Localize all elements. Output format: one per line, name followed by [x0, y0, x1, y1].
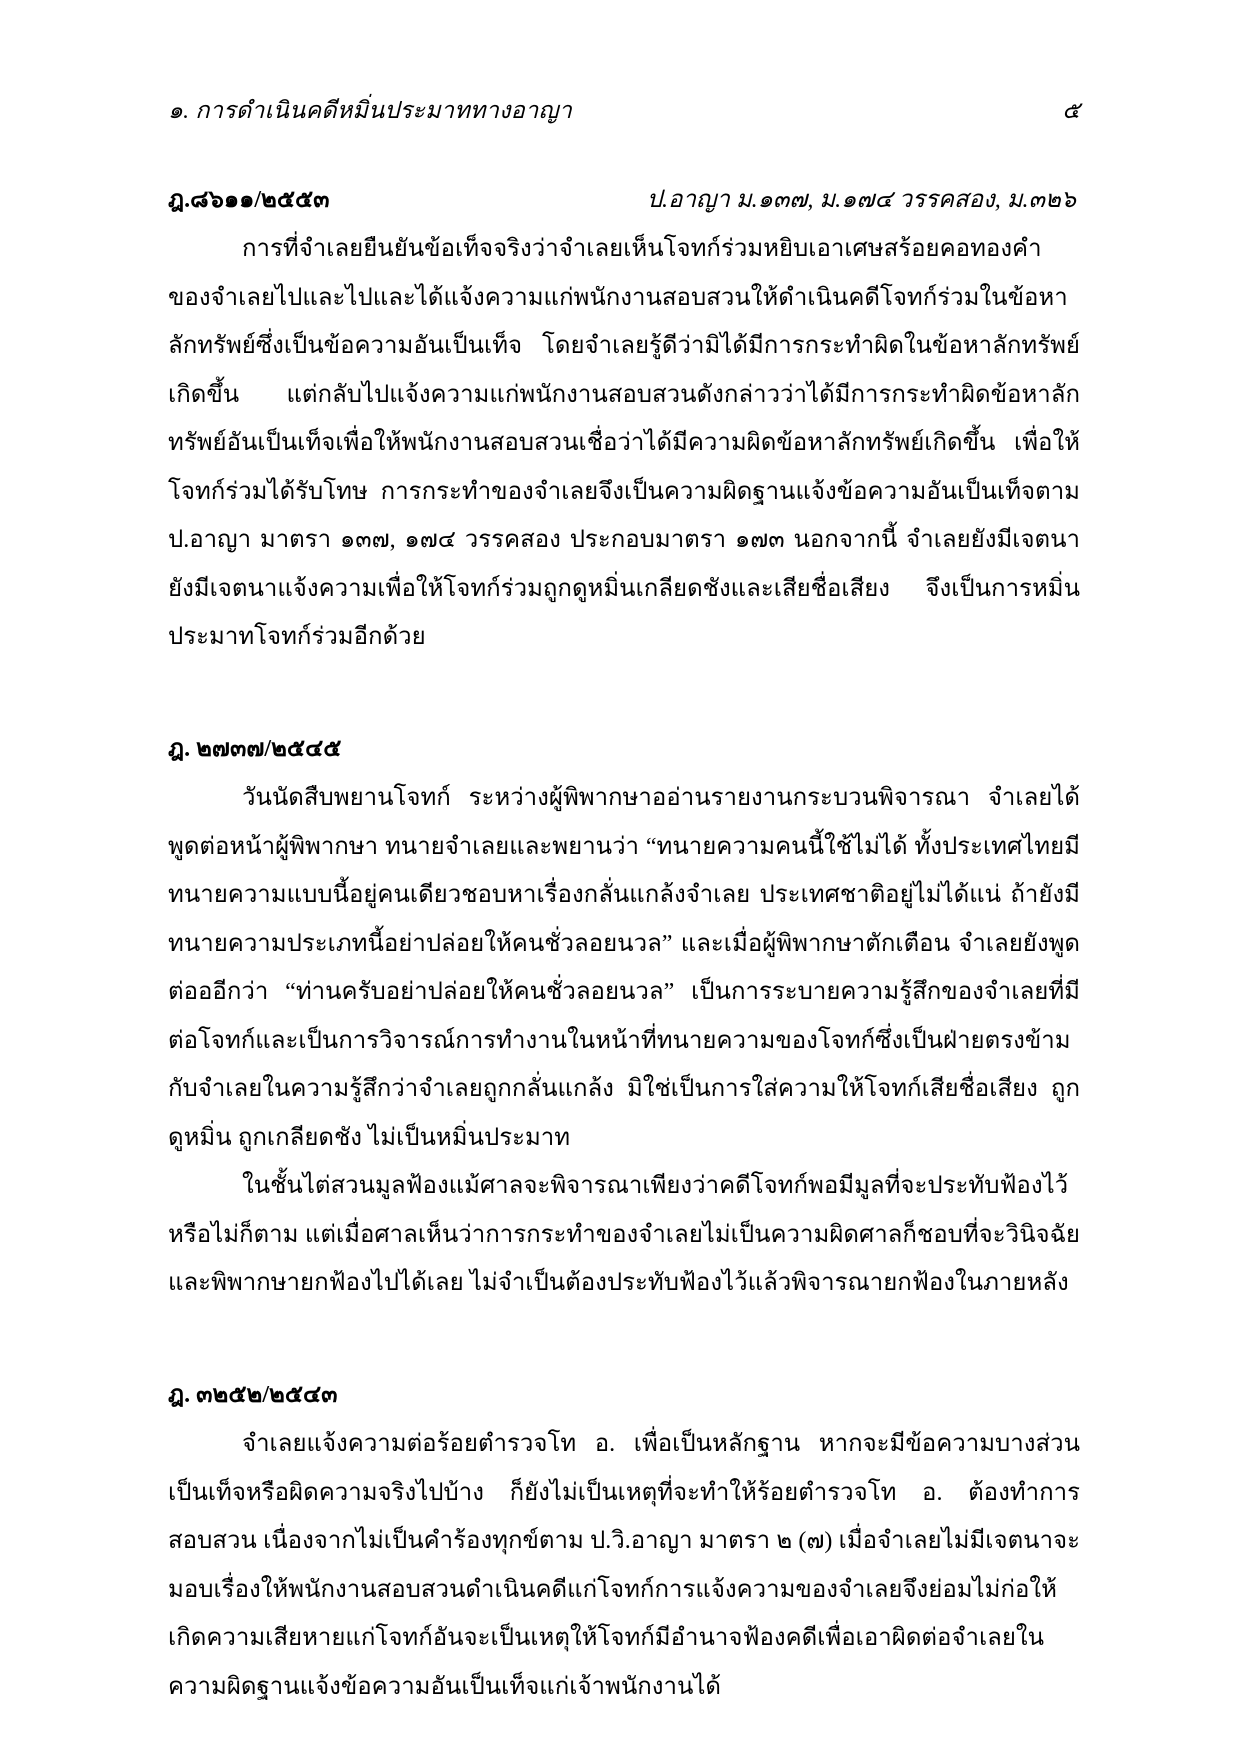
case-paragraph: ในชั้นไต่สวนมูลฟ้องแม้ศาลจะพิจารณาเพียงว่าคดีโจทก์พอมีมูลที่จะประทับฟ้องไว้หรือไม่ก็ตาม แต่เมื่อศาลเห็นว่าการกระทำของจำเลยไม่เป็นความผิดศาลก็ชอบที่จะวินิจฉัยและพิพากษายกฟ้องไปได้เลย ไม่จำเป็นต้องประทับฟ้องไว้แล้วพิจารณายกฟ้องในภายหลัง [168, 1173, 1080, 1297]
case-block [168, 183, 1080, 662]
case-paragraph: การที่จำเลยยืนยันข้อเท็จจริงว่าจำเลยเห็นโจทก์ร่วมหยิบเอาเศษสร้อยคอทองคำของจำเลยไปและไปและได้แจ้งความแก่พนักงานสอบสวนให้ดำเนินคดีโจทก์ร่วมในข้อหาลักทรัพย์ซึ่งเป็นข้อความอันเป็นเท็จ โดยจำเลยรู้ดีว่ามิได้มีการกระทำผิดในข้อหาลักทรัพย์เกิดขึ้น แต่กลับไปแจ้งความแก่พนักงานสอบสวนดังกล่าวว่าได้มีการกระทำผิดข้อหาลักทรัพย์อันเป็นเท็จเพื่อให้พนักงานสอบสวนเชื่อว่าได้มีความผิดข้อหาลักทรัพย์เกิดขึ้น เพื่อให้โจทก์ร่วมได้รับโทษ การกระทำของจำเลยจึงเป็นความผิดฐานแจ้งข้อความอันเป็นเท็จตาม ป.อาญา มาตรา ๑๓๗, ๑๗๔ วรรคสอง ประกอบมาตรา ๑๗๓ นอกจากนี้ จำเลยยังมีเจตนายังมีเจตนาแจ้งความเพื่อให้โจทก์ร่วมถูกดูหมิ่นเกลียดชังและเสียชื่อเสียง จึงเป็นการหมิ่นประมาทโจทก์ร่วมอีกด้วย [168, 236, 1080, 651]
case-heading [168, 732, 1080, 767]
section-spacer [168, 1326, 1080, 1378]
case-number: ฎ.๘๖๑๑/๒๕๕๓ [168, 186, 330, 213]
case-heading [168, 1378, 1080, 1413]
section-spacer [168, 680, 1080, 732]
case-heading [168, 183, 1080, 218]
case-number: ฎ. ๒๗๓๗/๒๕๔๕ [168, 735, 342, 762]
case-block [168, 732, 1080, 1308]
running-head [168, 96, 1080, 127]
page-number: ๕ [1062, 98, 1080, 124]
case-block [168, 1378, 1080, 1712]
running-head-title: ๑. การดำเนินคดีหมิ่นประมาททางอาญา [168, 98, 572, 124]
case-number: ฎ. ๓๒๕๒/๒๕๔๓ [168, 1381, 338, 1408]
case-paragraph: จำเลยแจ้งความต่อร้อยตำรวจโท อ. เพื่อเป็นหลักฐาน หากจะมีข้อความบางส่วนเป็นเท็จหรือผิดความจริงไปบ้าง ก็ยังไม่เป็นเหตุที่จะทำให้ร้อยตำรวจโท อ. ต้องทำการสอบสวน เนื่องจากไม่เป็นคำร้องทุกข์ตาม ป.วิ.อาญา มาตรา ๒ (๗) เมื่อจำเลยไม่มีเจตนาจะมอบเรื่องให้พนักงานสอบสวนดำเนินคดีแก่โจทก์การแจ้งความของจำเลยจึงย่อมไม่ก่อให้เกิดความเสียหายแก่โจทก์อันจะเป็นเหตุให้โจทก์มีอำนาจฟ้องคดีเพื่อเอาผิดต่อจำเลยในความผิดฐานแจ้งข้อความอันเป็นเท็จแก่เจ้าพนักงานได้ [168, 1431, 1080, 1700]
case-paragraph: วันนัดสืบพยานโจทก์ ระหว่างผู้พิพากษาออ่านรายงานกระบวนพิจารณา จำเลยได้พูดต่อหน้าผู้พิพากษา ทนายจำเลยและพยานว่า “ทนายความคนนี้ใช้ไม่ได้ ทั้งประเทศไทยมีทนายความแบบนี้อยู่คนเดียวชอบหาเรื่องกลั่นแกล้งจำเลย ประเทศชาติอยู่ไม่ได้แน่ ถ้ายังมีทนายความประเภทนี้อย่าปล่อยให้คนชั่วลอยนวล” และเมื่อผู้พิพากษาตักเตือน จำเลยยังพูดต่อออีกว่า “ท่านครับอย่าปล่อยให้คนชั่วลอยนวล” เป็นการระบายความรู้สึกของจำเลยที่มีต่อโจทก์และเป็นการวิจารณ์การทำงานในหน้าที่ทนายความของโจทก์ซึ่งเป็นฝ่ายตรงข้ามกับจำเลยในความรู้สึกว่าจำเลยถูกกลั่นแกล้ง มิใช่เป็นการใส่ความให้โจทก์เสียชื่อเสียง ถูกดูหมิ่น ถูกเกลียดชัง ไม่เป็นหมิ่นประมาท [168, 785, 1080, 1151]
page-content [168, 96, 1080, 1729]
case-citation: ป.อาญา ม.๑๓๗, ม.๑๗๔ วรรคสอง, ม.๓๒๖ [646, 186, 1076, 213]
